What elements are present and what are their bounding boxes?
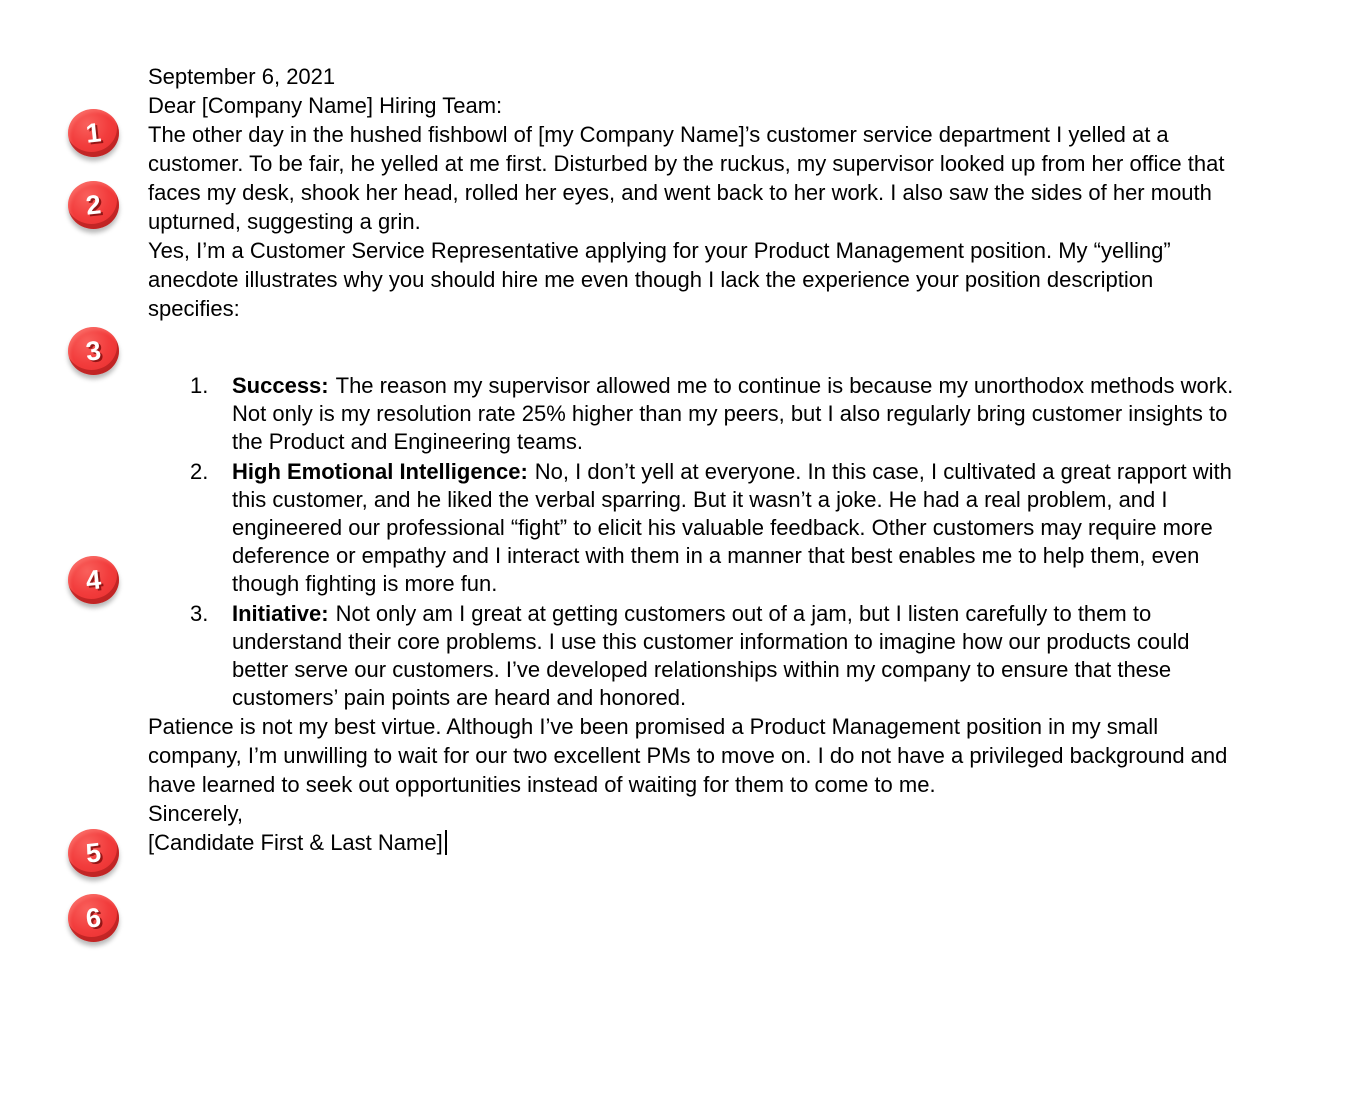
list-item-lead: Success: [232,373,329,398]
list-item [190,372,1238,456]
letter-salutation: Dear [Company Name] Hiring Team: [148,93,503,118]
list-item-text: The reason my supervisor allowed me to continue is because my unorthodox methods work. Not only is my resolution rate 25% higher than my peers, but I also regularly bring customer insights to the Product and Engineering teams. [232,373,1234,454]
letter-text-area[interactable] [148,62,1238,857]
list-item-lead: High Emotional Intelligence: [232,459,528,484]
list-item-lead: Initiative: [232,601,329,626]
annotation-badge-2 [68,181,119,229]
list-item-number: 3. [190,601,209,626]
annotation-badge-1-label: 1 [84,116,103,149]
annotation-badge-2-label: 2 [84,188,103,221]
annotation-badge-5-label: 5 [84,836,103,869]
annotation-badge-3-label: 3 [84,334,103,367]
qualifications-list [148,372,1238,712]
annotation-badge-4 [68,556,119,604]
list-item [190,458,1238,598]
list-item-number: 1. [190,373,209,398]
letter-date: September 6, 2021 [148,64,336,89]
annotation-badge-3 [68,327,119,375]
annotation-badge-5 [68,829,119,877]
list-item-text: No, I don’t yell at everyone. In this case, I cultivated a great rapport with this customer, and he liked the verbal sparring. But it wasn’t a joke. He had a real problem, and I engineered our professional “fight” to elicit his valuable feedback. Other customers may require more deference or empathy and I interact with them in a manner that best enables me to help them, even though fighting is more fun. [232,459,1232,596]
text-cursor [445,830,447,855]
letter-signature: [Candidate First & Last Name] [148,830,443,855]
annotation-badge-6 [68,894,119,942]
list-item-text: Not only am I great at getting customers out of a jam, but I listen carefully to them to understand their core problems. I use this customer information to imagine how our products could better serve our customers. I’ve developed relationships within my company to ensure that these customers’ pain points are heard and honored. [232,601,1190,710]
annotation-badge-4-label: 4 [84,563,103,596]
annotation-badge-1 [68,109,119,157]
letter-signature-line [148,828,1238,857]
paragraph-intro: Yes, I’m a Customer Service Representative applying for your Product Management position. My “yelling” anecdote illustrates why you should hire me even though I lack the experience your position description specifies: [148,238,1171,321]
paragraph-patience: Patience is not my best virtue. Although I’ve been promised a Product Management position in my small company, I’m unwilling to wait for our two excellent PMs to move on. I do not have a privileged background and have learned to seek out opportunities instead of waiting for them to come to me. [148,714,1228,797]
paragraph-anecdote: The other day in the hushed fishbowl of [my Company Name]’s customer service department I yelled at a customer. To be fair, he yelled at me first. Disturbed by the ruckus, my supervisor looked up from her office that faces my desk, shook her head, rolled her eyes, and went back to her work. I also saw the sides of her mouth upturned, suggesting a grin. [148,122,1225,234]
list-item-number: 2. [190,459,209,484]
letter-closing: Sincerely, [148,801,243,826]
annotation-badge-6-label: 6 [84,901,103,934]
list-item [190,600,1238,712]
